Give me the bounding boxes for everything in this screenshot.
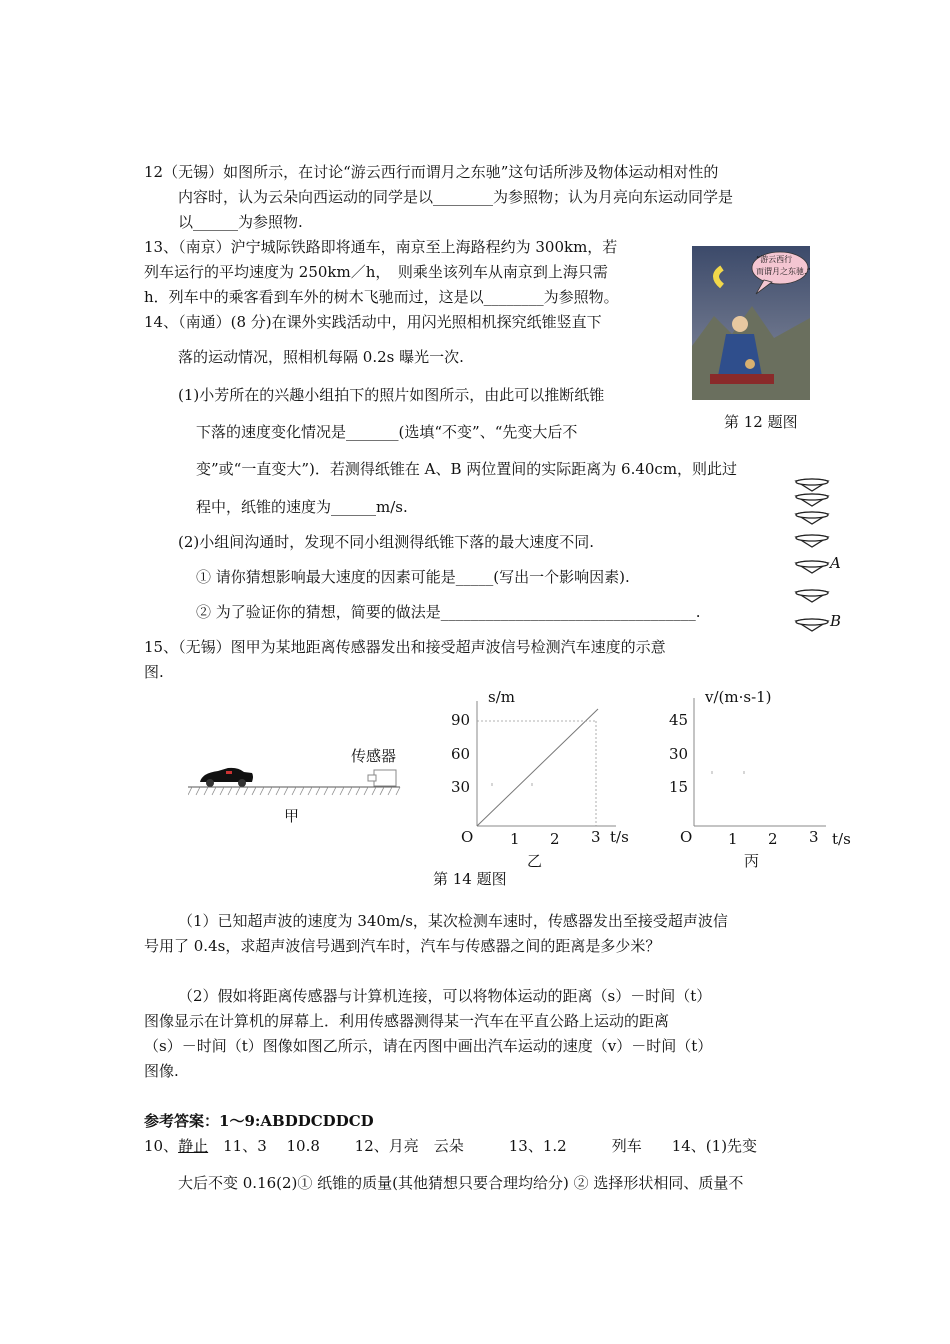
vt-ylabel: v/(m·s-1) (705, 688, 772, 706)
st-xtick-1: 1 (510, 830, 520, 848)
q14-line2: 落的运动情况，照相机每隔 0.2s 曝光一次. (178, 348, 464, 366)
vt-xtick-2: 2 (768, 830, 778, 848)
q12-line1: 12（无锡）如图所示，在讨论“游云西行而谓月之东驰”这句话所涉及物体运动相对性的 (144, 163, 719, 181)
paper-cone-photo (790, 478, 850, 640)
q14-part1-b: 下落的速度变化情况是_______(选填“不变”、“先变大后不 (196, 423, 578, 441)
answers-rest: 11、3 10.8 12、月亮 云朵 13、1.2 列车 14、(1)先变 (208, 1137, 758, 1155)
q15-sub2-line2: 图像显示在计算机的屏幕上．利用传感器测得某一汽车在平直公路上运动的距离 (144, 1012, 670, 1030)
vt-origin: O (680, 828, 693, 846)
sensor-label: 传感器 (351, 747, 397, 765)
q13-line1: 13、（南京）沪宁城际铁路即将通车，南京至上海路程约为 300km，若 (144, 238, 618, 256)
cone-label-a: A (830, 554, 841, 572)
label-jia: 甲 (284, 807, 300, 825)
st-xtick-3: 3 (591, 828, 601, 846)
fig12-caption: 第 12 题图 (724, 413, 798, 431)
fig12-bubble-line2: 而谓月之东驰.” (756, 267, 811, 276)
st-origin: O (461, 828, 474, 846)
st-ytick-90: 90 (451, 711, 471, 729)
q15-sub2-line4: 图像. (144, 1062, 179, 1080)
fig14-caption: 第 14 题图 (433, 870, 507, 888)
q12-line3: 以______为参照物. (178, 213, 303, 231)
vt-xtick-1: 1 (728, 830, 738, 848)
vt-ytick-15: 15 (669, 778, 689, 796)
answer-10-word: 静止 (178, 1137, 209, 1155)
q15-sub1-line2: 号用了 0.4s，求超声波信号遇到汽车时，汽车与传感器之间的距离是多少米？ (144, 937, 661, 955)
q14-part1-d: 程中，纸锥的速度为______m/s. (196, 498, 408, 516)
graph-st (448, 686, 648, 866)
st-ytick-30: 30 (451, 778, 471, 796)
answers-line2: 大后不变 0.16(2)① 纸锥的质量(其他猜想只要合理均给分) ② 选择形状相同、质量不 (178, 1174, 744, 1192)
q14-part1-c: 变”或“一直变大”)．若测得纸锥在 A、B 两位置间的实际距离为 6.40cm，则此过 (196, 460, 738, 478)
st-ytick-60: 60 (451, 745, 471, 763)
label-bing: 丙 (744, 852, 760, 870)
q13-line2: 列车运行的平均速度为 250km／h， 则乘坐该列车从南京到上海只需 (144, 263, 608, 281)
st-xlabel: t/s (610, 828, 629, 846)
q15-sub2-line3: （s）－时间（t）图像如图乙所示，请在丙图中画出汽车运动的速度（v）－时间（t） (144, 1037, 713, 1055)
vt-xtick-3: 3 (809, 828, 819, 846)
q15-line2: 图. (144, 663, 164, 681)
q12-line2: 内容时，认为云朵向西运动的同学是以________为参照物；认为月亮向东运动同学是 (178, 188, 734, 206)
cone-label-b: B (830, 612, 842, 630)
fig12-bubble-line1: “游云西行 (756, 255, 793, 264)
st-ylabel: s/m (488, 688, 515, 706)
q13-line3: h．列车中的乘客看到车外的树木飞驰而过，这是以________为参照物。 (144, 288, 619, 306)
q14-line1: 14、（南通）(8 分)在课外实践活动中，用闪光照相机探究纸锥竖直下 (144, 313, 602, 331)
vt-xlabel: t/s (832, 830, 851, 848)
answer-10-prefix: 10、 (144, 1137, 179, 1155)
q14-part2-b: ② 为了验证你的猜想，简要的做法是__________________________________. (196, 603, 701, 621)
vt-ytick-45: 45 (669, 711, 689, 729)
st-data-line (477, 709, 598, 826)
vt-ytick-30: 30 (669, 745, 689, 763)
q14-part2-a: ① 请你猜想影响最大速度的因素可能是_____(写出一个影响因素). (196, 568, 630, 586)
q14-part2: (2)小组间沟通时，发现不同小组测得纸锥下落的最大速度不同. (178, 533, 595, 551)
q15-line1: 15、（无锡）图甲为某地距离传感器发出和接受超声波信号检测汽车速度的示意 (144, 638, 666, 656)
q15-sub2-line1: （2）假如将距离传感器与计算机连接，可以将物体运动的距离（s）－时间（t） (178, 987, 712, 1005)
graph-vt (668, 686, 858, 866)
fig12-illustration (692, 246, 810, 400)
st-xtick-2: 2 (550, 830, 560, 848)
label-yi: 乙 (527, 852, 543, 870)
answers-line1 (144, 1135, 757, 1157)
answers-title: 参考答案：1～9:ABDDCDDCD (144, 1112, 374, 1130)
q14-part1-a: (1)小芳所在的兴趣小组拍下的照片如图所示，由此可以推断纸锥 (178, 386, 605, 404)
q15-sub1-line1: （1）已知超声波的速度为 340m/s，某次检测车速时，传感器发出至接受超声波信 (178, 912, 728, 930)
